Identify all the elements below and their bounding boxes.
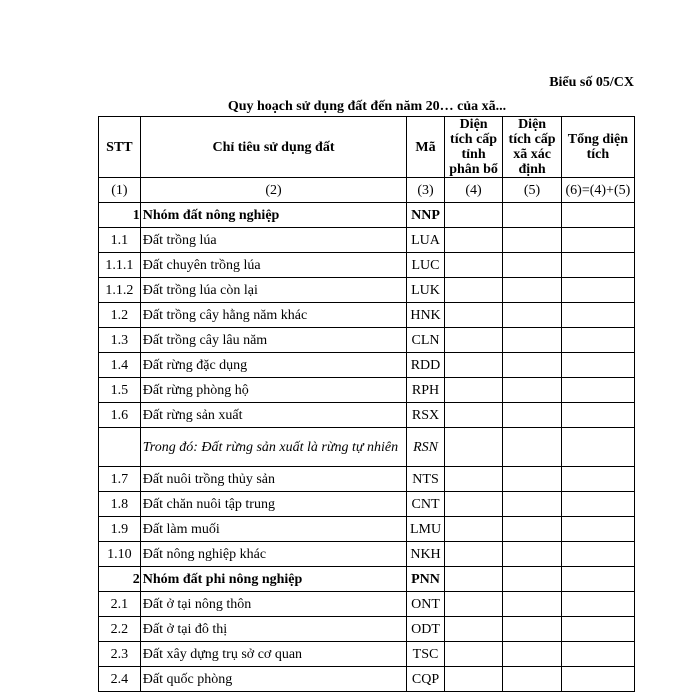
row-commune-area <box>503 592 562 617</box>
row-stt: 2.1 <box>99 592 141 617</box>
row-code: ONT <box>407 592 445 617</box>
row-commune-area <box>503 667 562 692</box>
row-commune-area <box>503 203 562 228</box>
row-total-area <box>561 303 634 328</box>
row-code: CNT <box>407 492 445 517</box>
row-province-area <box>444 592 503 617</box>
row-stt: 1.3 <box>99 328 141 353</box>
row-province-area <box>444 278 503 303</box>
row-commune-area <box>503 492 562 517</box>
row-code: CLN <box>407 328 445 353</box>
row-code: ODT <box>407 617 445 642</box>
column-number: (4) <box>444 178 503 203</box>
header-indicator: Chỉ tiêu sử dụng đất <box>140 117 406 178</box>
table-row <box>99 203 635 228</box>
row-code: RDD <box>407 353 445 378</box>
row-province-area <box>444 353 503 378</box>
row-province-area <box>444 228 503 253</box>
row-total-area <box>561 667 634 692</box>
row-commune-area <box>503 378 562 403</box>
header-code: Mã <box>407 117 445 178</box>
row-indicator: Đất trồng cây hằng năm khác <box>140 303 406 328</box>
row-total-area <box>561 328 634 353</box>
row-stt: 1.4 <box>99 353 141 378</box>
row-total-area <box>561 353 634 378</box>
table-row <box>99 667 635 692</box>
column-number: (3) <box>407 178 445 203</box>
table-row <box>99 353 635 378</box>
row-total-area <box>561 378 634 403</box>
row-total-area <box>561 228 634 253</box>
row-indicator: Đất nông nghiệp khác <box>140 542 406 567</box>
row-province-area <box>444 203 503 228</box>
row-province-area <box>444 253 503 278</box>
row-stt: 2.2 <box>99 617 141 642</box>
row-province-area <box>444 517 503 542</box>
table-row <box>99 303 635 328</box>
header-total-area: Tổng diện tích <box>561 117 634 178</box>
row-province-area <box>444 467 503 492</box>
document-title: Quy hoạch sử dụng đất đến năm 20… của xã... <box>227 99 507 114</box>
row-stt: 1.1.1 <box>99 253 141 278</box>
row-indicator: Đất trồng lúa còn lại <box>140 278 406 303</box>
row-commune-area <box>503 542 562 567</box>
row-total-area <box>561 642 634 667</box>
row-stt: 2.4 <box>99 667 141 692</box>
row-stt: 1.7 <box>99 467 141 492</box>
column-number: (6)=(4)+(5) <box>561 178 634 203</box>
row-province-area <box>444 428 503 467</box>
header-row <box>99 117 635 178</box>
row-commune-area <box>503 428 562 467</box>
row-code: NNP <box>407 203 445 228</box>
row-commune-area <box>503 228 562 253</box>
form-code: Biểu số 05/CX <box>549 75 634 90</box>
table-row <box>99 567 635 592</box>
row-code: RPH <box>407 378 445 403</box>
row-stt: 1 <box>99 203 141 228</box>
row-commune-area <box>503 617 562 642</box>
land-use-table <box>98 116 635 692</box>
column-number: (2) <box>140 178 406 203</box>
row-commune-area <box>503 278 562 303</box>
table-row <box>99 428 635 467</box>
header-commune-area: Diện tích cấp xã xác định <box>503 117 562 178</box>
row-province-area <box>444 567 503 592</box>
column-number: (1) <box>99 178 141 203</box>
row-stt: 1.10 <box>99 542 141 567</box>
row-stt: 1.8 <box>99 492 141 517</box>
row-stt: 1.6 <box>99 403 141 428</box>
table-row <box>99 278 635 303</box>
column-number: (5) <box>503 178 562 203</box>
row-code: LUK <box>407 278 445 303</box>
row-total-area <box>561 203 634 228</box>
row-province-area <box>444 328 503 353</box>
table-row <box>99 642 635 667</box>
row-code: HNK <box>407 303 445 328</box>
header-stt: STT <box>99 117 141 178</box>
row-total-area <box>561 492 634 517</box>
row-code: TSC <box>407 642 445 667</box>
row-province-area <box>444 492 503 517</box>
table-row <box>99 228 635 253</box>
row-total-area <box>561 617 634 642</box>
table-row <box>99 492 635 517</box>
row-commune-area <box>503 642 562 667</box>
row-stt: 1.2 <box>99 303 141 328</box>
row-indicator: Đất trồng cây lâu năm <box>140 328 406 353</box>
row-code: NKH <box>407 542 445 567</box>
row-total-area <box>561 428 634 467</box>
row-total-area <box>561 403 634 428</box>
table-row <box>99 617 635 642</box>
row-commune-area <box>503 517 562 542</box>
row-code: NTS <box>407 467 445 492</box>
row-province-area <box>444 642 503 667</box>
row-code: CQP <box>407 667 445 692</box>
table-row <box>99 253 635 278</box>
table-row <box>99 467 635 492</box>
row-province-area <box>444 667 503 692</box>
row-code: LUA <box>407 228 445 253</box>
row-indicator: Đất trồng lúa <box>140 228 406 253</box>
row-indicator: Trong đó: Đất rừng sản xuất là rừng tự nhiên <box>140 428 406 467</box>
row-indicator: Đất quốc phòng <box>140 667 406 692</box>
row-indicator: Đất nuôi trồng thủy sản <box>140 467 406 492</box>
table-row <box>99 378 635 403</box>
row-total-area <box>561 253 634 278</box>
row-indicator: Đất chăn nuôi tập trung <box>140 492 406 517</box>
table-row <box>99 592 635 617</box>
row-indicator: Đất làm muối <box>140 517 406 542</box>
row-stt: 1.1.2 <box>99 278 141 303</box>
row-total-area <box>561 592 634 617</box>
column-number-row <box>99 178 635 203</box>
row-commune-area <box>503 328 562 353</box>
row-total-area <box>561 278 634 303</box>
row-indicator: Đất chuyên trồng lúa <box>140 253 406 278</box>
table-row <box>99 403 635 428</box>
row-total-area <box>561 542 634 567</box>
row-province-area <box>444 303 503 328</box>
row-commune-area <box>503 303 562 328</box>
row-total-area <box>561 517 634 542</box>
row-indicator: Đất rừng phòng hộ <box>140 378 406 403</box>
row-province-area <box>444 617 503 642</box>
row-commune-area <box>503 353 562 378</box>
row-commune-area <box>503 403 562 428</box>
row-stt: 1.5 <box>99 378 141 403</box>
row-stt: 1.1 <box>99 228 141 253</box>
row-indicator: Đất ở tại đô thị <box>140 617 406 642</box>
row-code: RSX <box>407 403 445 428</box>
row-code: RSN <box>407 428 445 467</box>
row-indicator: Nhóm đất phi nông nghiệp <box>140 567 406 592</box>
row-province-area <box>444 378 503 403</box>
row-code: LUC <box>407 253 445 278</box>
table-row <box>99 517 635 542</box>
row-commune-area <box>503 253 562 278</box>
row-total-area <box>561 467 634 492</box>
row-total-area <box>561 567 634 592</box>
row-stt: 1.9 <box>99 517 141 542</box>
row-stt <box>99 428 141 467</box>
row-indicator: Nhóm đất nông nghiệp <box>140 203 406 228</box>
row-stt: 2 <box>99 567 141 592</box>
row-commune-area <box>503 567 562 592</box>
row-province-area <box>444 542 503 567</box>
row-commune-area <box>503 467 562 492</box>
row-code: PNN <box>407 567 445 592</box>
row-indicator: Đất rừng sản xuất <box>140 403 406 428</box>
table-row <box>99 328 635 353</box>
row-indicator: Đất rừng đặc dụng <box>140 353 406 378</box>
header-province-area: Diện tích cấp tỉnh phân bổ <box>444 117 503 178</box>
table-row <box>99 542 635 567</box>
row-code: LMU <box>407 517 445 542</box>
row-indicator: Đất ở tại nông thôn <box>140 592 406 617</box>
row-province-area <box>444 403 503 428</box>
row-indicator: Đất xây dựng trụ sở cơ quan <box>140 642 406 667</box>
row-stt: 2.3 <box>99 642 141 667</box>
